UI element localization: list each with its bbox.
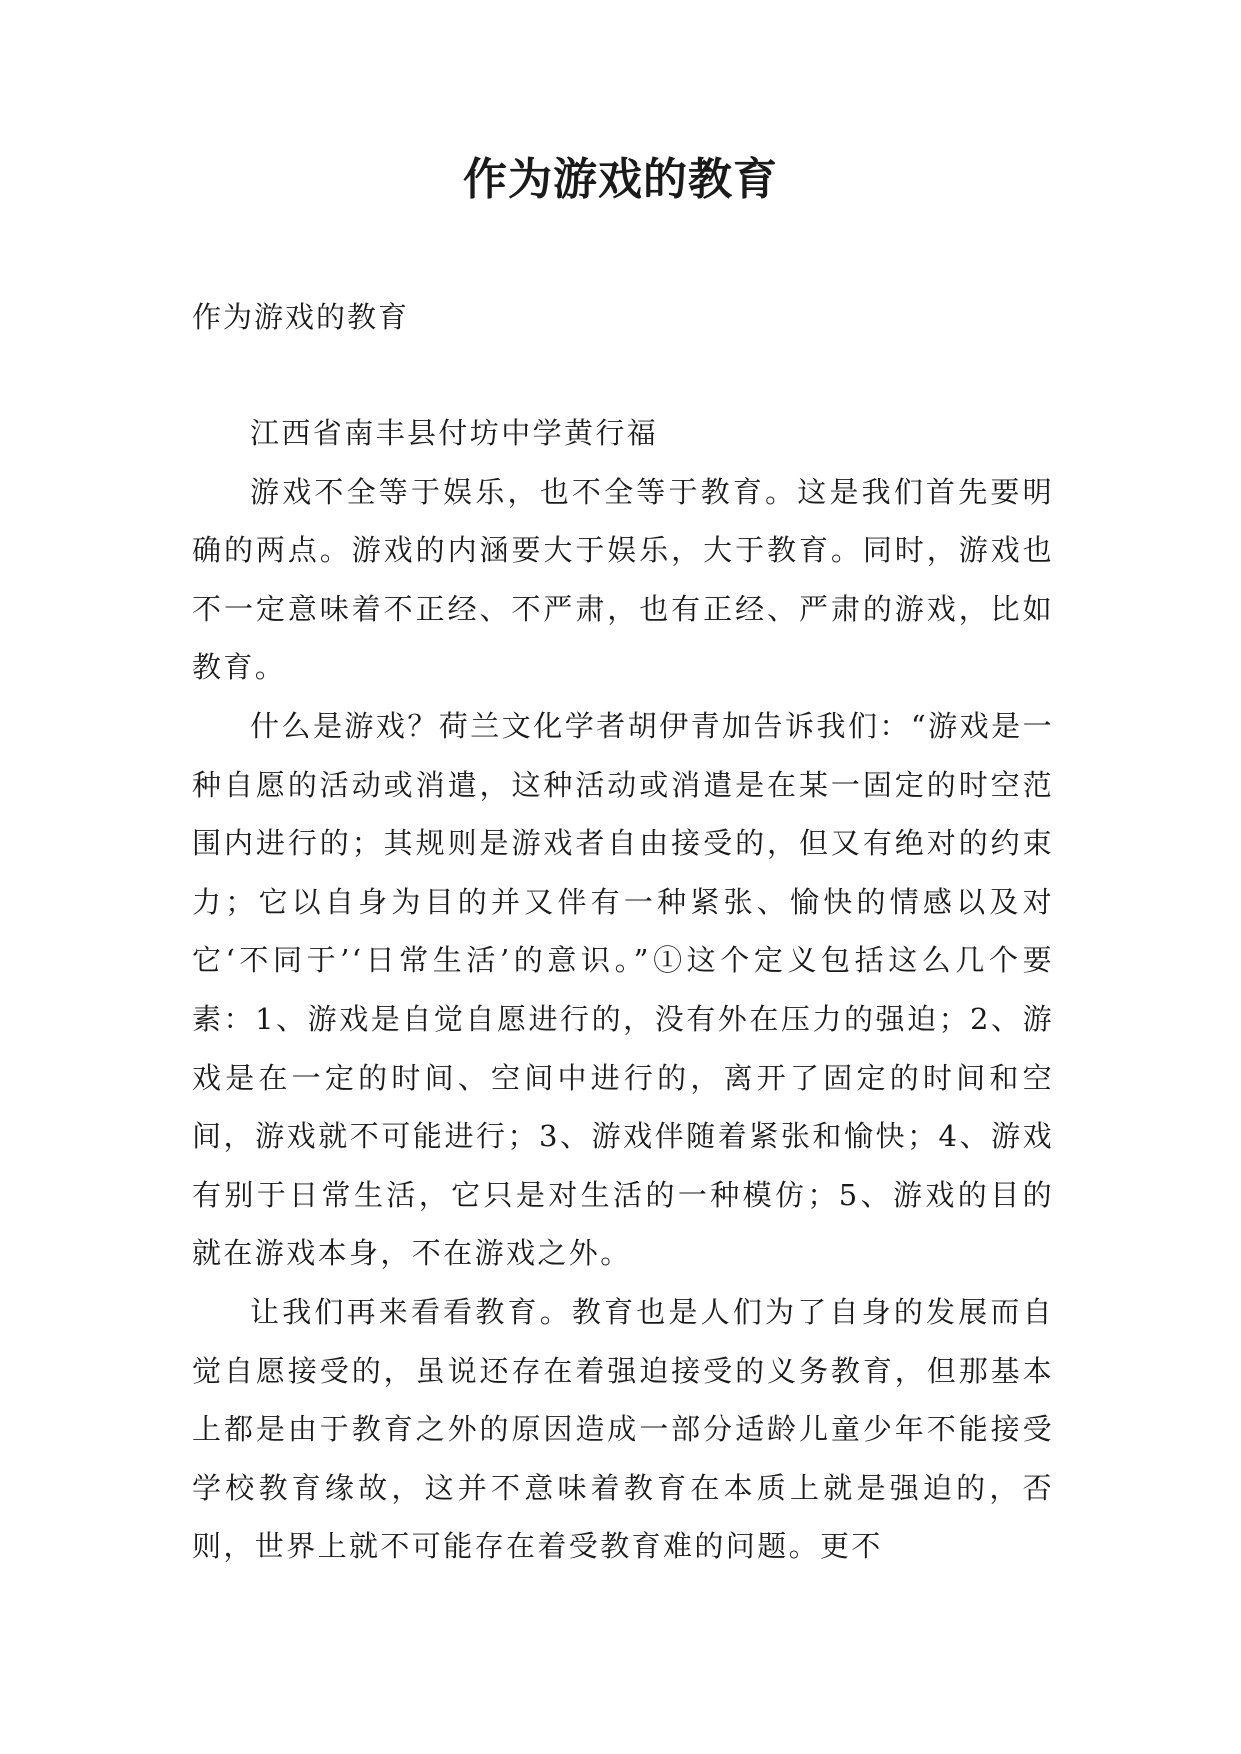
document-body (192, 404, 1054, 1576)
author-line: 江西省南丰县付坊中学黄行福 (250, 416, 659, 450)
document-title: 作为游戏的教育 (463, 154, 778, 205)
document-subtitle: 作为游戏的教育 (192, 300, 410, 334)
paragraph: 什么是游戏？荷兰文化学者胡伊青加告诉我们：“游戏是一种自愿的活动或消遣，这种活动或消遣是在某一固定的时空范围内进行的；其规则是游戏者自由接受的，但又有绝对的约束力；它以自身为目的并又伴有一种紧张、愉快的情感以及对它‘不同于’‘日常生活’的意识。”①这个定义包括这么几个要素：1、游戏是自觉自愿进行的，没有外在压力的强迫；2、游戏是在一定的时间、空间中进行的，离开了固定的时间和空间，游戏就不可能进行；3、游戏伴随着紧张和愉快；4、游戏有别于日常生活，它只是对生活的一种模仿；5、游戏的目的就在游戏本身，不在游戏之外。 (192, 708, 1054, 1271)
paragraph: 游戏不全等于娱乐，也不全等于教育。这是我们首先要明确的两点。游戏的内涵要大于娱乐，大于教育。同时，游戏也不一定意味着不正经、不严肃，也有正经、严肃的游戏，比如教育。 (192, 474, 1054, 685)
paragraph: 让我们再来看看教育。教育也是人们为了自身的发展而自觉自愿接受的，虽说还存在着强迫接受的义务教育，但那基本上都是由于教育之外的原因造成一部分适龄儿童少年不能接受学校教育缘故，这并不意味着教育在本质上就是强迫的，否则，世界上就不可能存在着受教育难的问题。更不 (192, 1294, 1054, 1564)
